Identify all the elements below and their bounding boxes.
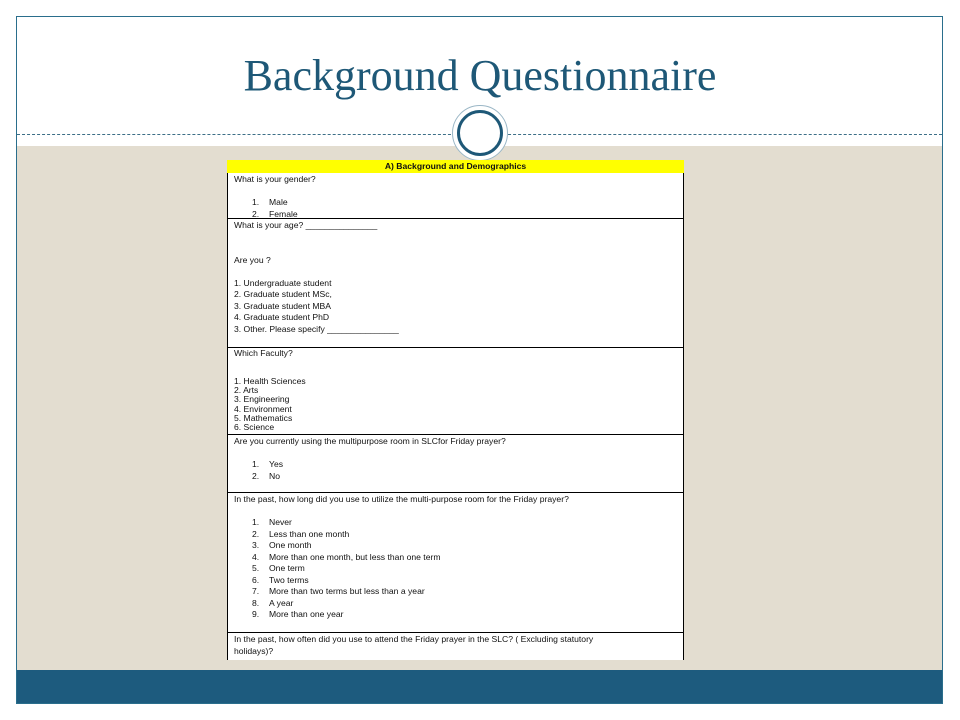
list-item: 2. No: [252, 470, 280, 481]
list-item: 4. Environment: [234, 403, 292, 414]
list-item: 2. Arts: [234, 385, 259, 396]
list-item: 6. Two terms: [252, 574, 309, 585]
question-frequency: [227, 633, 684, 660]
question-duration: [227, 493, 684, 633]
question-current-use: [227, 435, 684, 493]
list-item: 1. Health Sciences: [234, 375, 306, 386]
list-item: 1. Undergraduate student: [234, 277, 332, 288]
list-item: 5. Mathematics: [234, 413, 293, 424]
list-item: 3. Other. Please specify _______________: [234, 323, 399, 334]
question-text: Are you ?: [234, 254, 271, 265]
question-text: Which Faculty?: [234, 348, 293, 358]
list-item: 9. More than one year: [252, 609, 344, 619]
list-item: 7. More than two terms but less than a year: [252, 586, 425, 596]
footer-bar: [17, 670, 942, 703]
list-item: 1. Never: [252, 517, 292, 527]
question-text: Are you currently using the multipurpose room in SLCfor Friday prayer?: [234, 436, 506, 446]
list-item: 5. One term: [252, 563, 305, 573]
list-item: 1. Yes: [252, 459, 284, 469]
question-faculty: [227, 348, 684, 435]
section-header: A) Background and Demographics: [227, 160, 684, 173]
question-text: holidays)?: [234, 645, 274, 656]
list-item: 4. Graduate student PhD: [234, 312, 330, 322]
question-text: What is your gender?: [234, 174, 316, 184]
question-gender: [227, 173, 684, 219]
circle-ornament-ring-icon: [457, 110, 503, 156]
list-item: 2. Female: [252, 208, 298, 219]
question-text: What is your age? _______________: [234, 220, 378, 230]
questionnaire-document: [227, 160, 684, 660]
list-item: 6. Science: [234, 422, 275, 433]
list-item: 3. One month: [252, 540, 312, 550]
list-item: 4. More than one month, but less than one term: [252, 551, 441, 562]
list-item: 3. Engineering: [234, 394, 290, 405]
list-item: 2. Less than one month: [252, 528, 350, 539]
list-item: 2. Graduate student MSc,: [234, 289, 332, 299]
list-item: 8. A year: [252, 597, 294, 608]
question-text: In the past, how often did you use to attend the Friday prayer in the SLC? ( Excluding statutory: [234, 634, 594, 644]
question-text: In the past, how long did you use to utilize the multi-purpose room for the Friday prayer?: [234, 494, 569, 504]
list-item: 1. Male: [252, 197, 288, 207]
slide-title: Background Questionnaire: [243, 51, 717, 100]
list-item: 3. Graduate student MBA: [234, 300, 331, 311]
question-age-status: [227, 219, 684, 348]
